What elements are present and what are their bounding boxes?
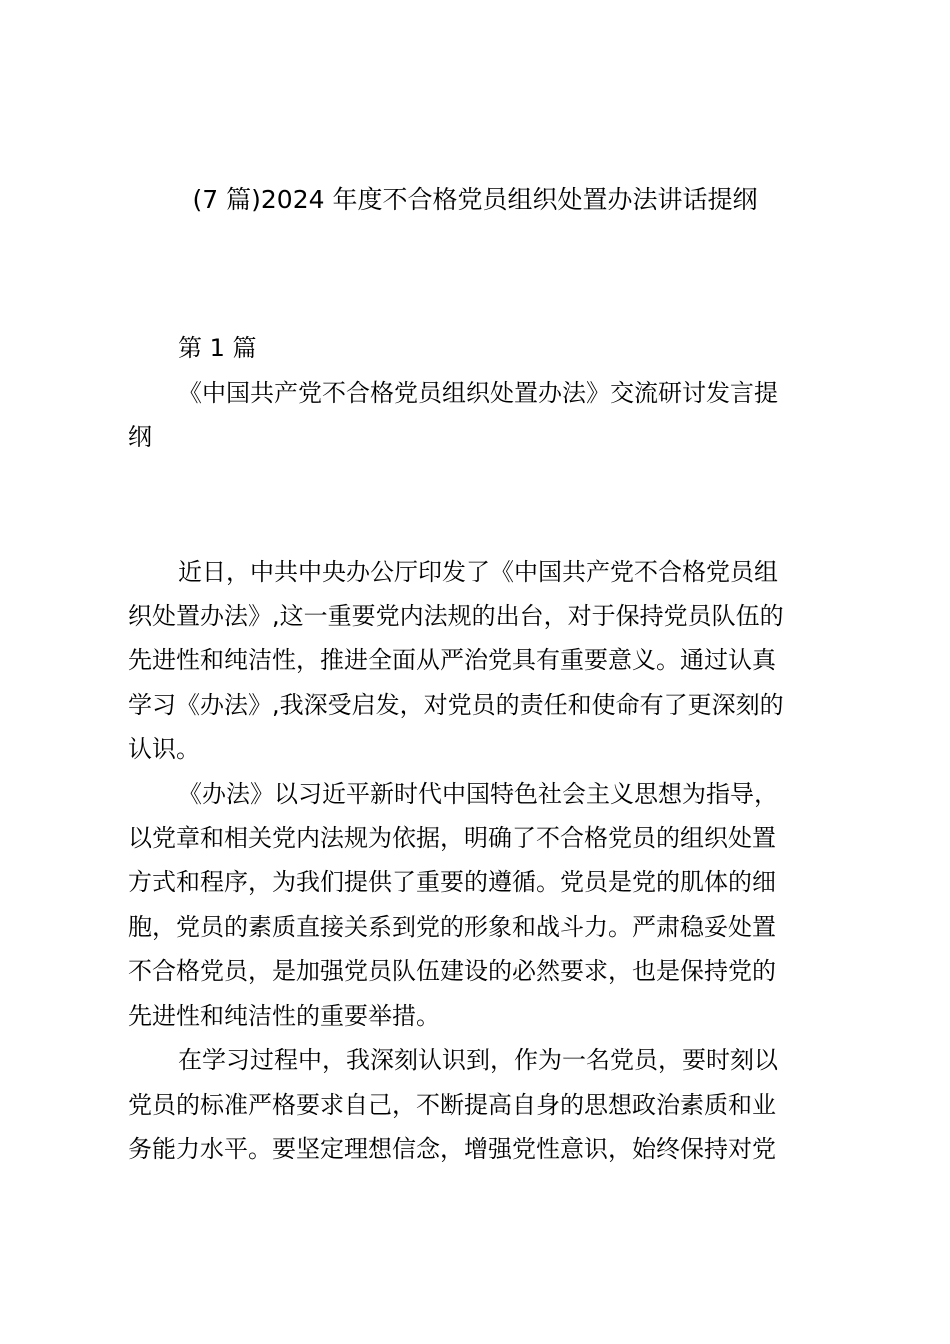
heading-line: 《中国共产党不合格党员组织处置办法》交流研讨发言提 xyxy=(178,379,778,407)
paragraph-line: 胞，党员的素质直接关系到党的形象和战斗力。严肃稳妥处置 xyxy=(128,913,776,941)
paragraph-line: 务能力水平。要坚定理想信念，增强党性意识，始终保持对党 xyxy=(128,1135,776,1163)
paragraph-line: 近日，中共中央办公厅印发了《中国共产党不合格党员组 xyxy=(178,558,778,586)
document-title: (7 篇)2024 年度不合格党员组织处置办法讲话提纲 xyxy=(192,185,758,214)
section-label: 第 1 篇 xyxy=(178,334,257,362)
paragraph-line: 学习《办法》,我深受启发，对党员的责任和使命有了更深刻的 xyxy=(128,691,784,719)
paragraph-line: 织处置办法》,这一重要党内法规的出台，对于保持党员队伍的 xyxy=(128,602,784,630)
paragraph-line: 以党章和相关党内法规为依据，明确了不合格党员的组织处置 xyxy=(128,824,776,852)
paragraph-line: 方式和程序，为我们提供了重要的遵循。党员是党的肌体的细 xyxy=(128,868,776,896)
paragraph-line: 不合格党员，是加强党员队伍建设的必然要求，也是保持党的 xyxy=(128,957,776,985)
paragraph-line: 党员的标准严格要求自己，不断提高自身的思想政治素质和业 xyxy=(128,1091,776,1119)
heading-line: 纲 xyxy=(128,423,152,451)
paragraph-line: 认识。 xyxy=(128,735,200,763)
paragraph-line: 先进性和纯洁性，推进全面从严治党具有重要意义。通过认真 xyxy=(128,646,776,674)
paragraph-line: 《办法》以习近平新时代中国特色社会主义思想为指导， xyxy=(178,780,778,808)
paragraph-line: 先进性和纯洁性的重要举措。 xyxy=(128,1002,440,1030)
paragraph-line: 在学习过程中，我深刻认识到，作为一名党员，要时刻以 xyxy=(178,1046,778,1074)
